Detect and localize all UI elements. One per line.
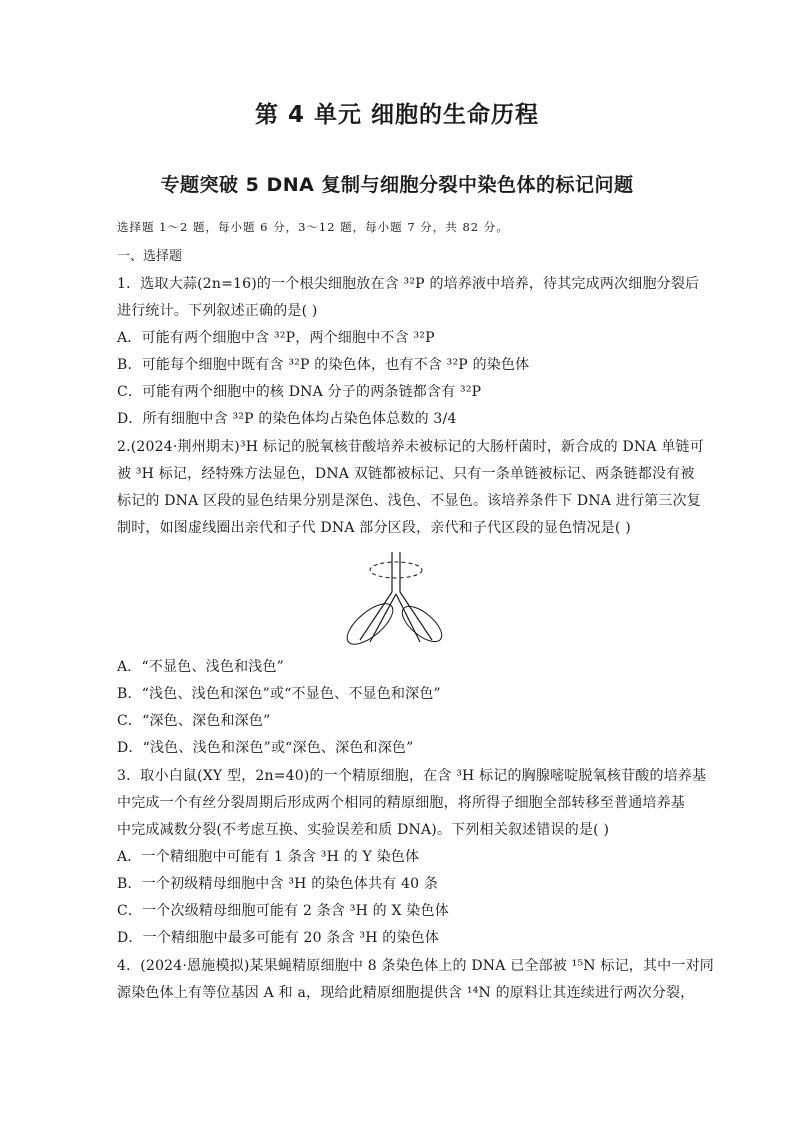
- q2-stem-line-4: 制时，如图虚线圈出亲代和子代 DNA 部分区段，亲代和子代区段的显色情况是( ): [117, 520, 631, 536]
- q3-option-b: B．一个初级精母细胞中含 ³H 的染色体共有 40 条: [117, 876, 439, 892]
- q1-stem-line-1: 1．选取大蒜(2n=16)的一个根尖细胞放在含 ³²P 的培养液中培养，待其完成两次细胞分裂后: [117, 276, 700, 292]
- q2-option-c: C．“深色、深色和深色”: [117, 713, 271, 729]
- dna-replication-fork-diagram: [340, 548, 450, 648]
- topic-title: 专题突破 5 DNA 复制与细胞分裂中染色体的标记问题: [160, 174, 634, 196]
- q1-option-c: C．可能有两个细胞中的核 DNA 分子的两条链都含有 ³²P: [117, 384, 482, 400]
- daughter-segment-left-dashed-circle: [341, 597, 399, 648]
- q2-option-b: B．“浅色、浅色和深色”或“不显色、不显色和深色”: [117, 686, 441, 702]
- parent-dna-strands: [392, 552, 400, 592]
- scoring-instructions: 选择题 1～2 题，每小题 6 分，3～12 题，每小题 7 分，共 82 分。: [117, 220, 509, 234]
- parent-segment-dashed-circle: [370, 562, 422, 578]
- q2-stem-line-1: 2.(2024·荆州期末)³H 标记的脱氧核苷酸培养未被标记的大肠杆菌时，新合成的 DNA 单链可: [117, 439, 704, 455]
- q1-stem-line-2: 进行统计。下列叙述正确的是( ): [117, 303, 318, 319]
- unit-title: 第 4 单元 细胞的生命历程: [254, 102, 540, 128]
- q4-stem-line-1: 4．(2024·恩施模拟)某果蝇精原细胞中 8 条染色体上的 DNA 已全部被 ¹⁵N 标记，其中一对同: [117, 958, 714, 974]
- q2-option-a: A．“不显色、浅色和浅色”: [117, 659, 285, 675]
- q1-option-a: A．可能有两个细胞中含 ³²P，两个细胞中不含 ³²P: [117, 330, 435, 346]
- q3-option-a: A．一个精细胞中可能有 1 条含 ³H 的 Y 染色体: [117, 849, 420, 865]
- q2-stem-line-3: 标记的 DNA 区段的显色结果分别是深色、浅色、不显色。该培养条件下 DNA 进行第三次复: [117, 493, 701, 509]
- q3-option-c: C．一个次级精母细胞可能有 2 条含 ³H 的 X 染色体: [117, 903, 449, 919]
- q3-stem-line-1: 3．取小白鼠(XY 型，2n=40)的一个精原细胞，在含 ³H 标记的胸腺嘧啶脱氧核苷酸的培养基: [117, 768, 707, 784]
- daughter-dna-strands: [360, 592, 432, 642]
- q3-option-d: D．一个精细胞中最多可能有 20 条含 ³H 的染色体: [117, 930, 440, 946]
- section-label: 一、选择题: [117, 249, 183, 264]
- q4-stem-line-2: 源染色体上有等位基因 A 和 a，现给此精原细胞提供含 ¹⁴N 的原料让其连续进行两次分裂，: [117, 985, 695, 1001]
- q1-option-b: B．可能每个细胞中既有含 ³²P 的染色体，也有不含 ³²P 的染色体: [117, 357, 530, 373]
- q1-option-d: D．所有细胞中含 ³²P 的染色体均占染色体总数的 3/4: [117, 411, 457, 427]
- q2-option-d: D．“浅色、浅色和深色”或“深色、深色和深色”: [117, 740, 414, 756]
- q3-stem-line-2: 中完成一个有丝分裂周期后形成两个相同的精原细胞，将所得子细胞全部转移至普通培养基: [117, 795, 685, 811]
- q3-stem-line-3: 中完成减数分裂(不考虑互换、实验误差和质 DNA)。下列相关叙述错误的是( ): [117, 822, 610, 838]
- q2-stem-line-2: 被 ³H 标记，经特殊方法显色，DNA 双链都被标记、只有一条单链被标记、两条链都没有被: [117, 466, 695, 482]
